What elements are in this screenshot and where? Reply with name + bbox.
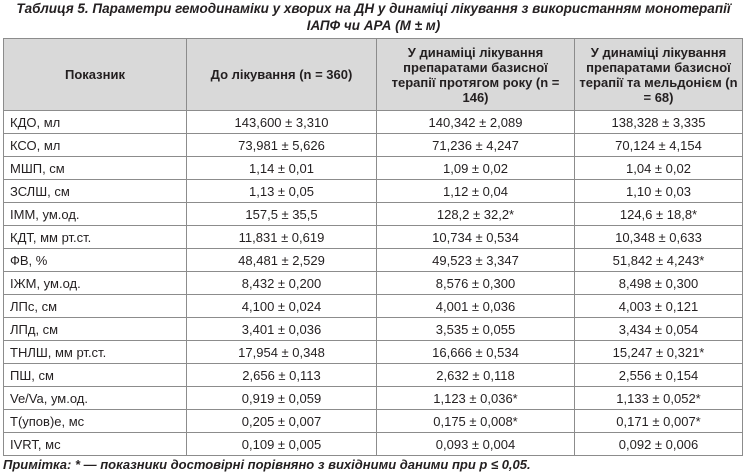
cell-meldonium: 10,348 ± 0,633 (575, 226, 743, 249)
table-footnote: Примітка: * — показники достовірні порівняно з вихідними даними при р ≤ 0,05. (3, 457, 531, 472)
caption-line-2: ІАПФ чи АРА (М ± м) (306, 18, 441, 33)
cell-indicator: ІЖМ, ум.од. (4, 272, 187, 295)
cell-meldonium: 1,10 ± 0,03 (575, 180, 743, 203)
cell-basic: 2,632 ± 0,118 (377, 364, 575, 387)
cell-before: 157,5 ± 35,5 (187, 203, 377, 226)
table-row (4, 226, 743, 249)
cell-indicator: Ve/Va, ум.од. (4, 387, 187, 410)
header-basic-therapy: У динаміці лікування препаратами базисної терапії протягом року (n = 146) (377, 39, 575, 111)
table-row (4, 295, 743, 318)
cell-basic: 0,093 ± 0,004 (377, 433, 575, 456)
cell-meldonium: 4,003 ± 0,121 (575, 295, 743, 318)
cell-meldonium: 138,328 ± 3,335 (575, 111, 743, 134)
table-row (4, 318, 743, 341)
header-before-treatment: До лікування (n = 360) (187, 39, 377, 111)
table-row (4, 410, 743, 433)
table-row (4, 249, 743, 272)
cell-meldonium: 70,124 ± 4,154 (575, 134, 743, 157)
table-body (4, 111, 743, 456)
header-meldonium-therapy: У динаміці лікування препаратами базисної терапії та мельдонієм (n = 68) (575, 39, 743, 111)
cell-basic: 140,342 ± 2,089 (377, 111, 575, 134)
cell-meldonium: 124,6 ± 18,8* (575, 203, 743, 226)
cell-meldonium: 0,171 ± 0,007* (575, 410, 743, 433)
table-row (4, 180, 743, 203)
table-row (4, 364, 743, 387)
cell-meldonium: 1,04 ± 0,02 (575, 157, 743, 180)
cell-before: 1,14 ± 0,01 (187, 157, 377, 180)
cell-indicator: IVRT, мс (4, 433, 187, 456)
cell-before: 73,981 ± 5,626 (187, 134, 377, 157)
table-row (4, 203, 743, 226)
cell-basic: 1,12 ± 0,04 (377, 180, 575, 203)
cell-meldonium: 1,133 ± 0,052* (575, 387, 743, 410)
table-caption (0, 0, 747, 38)
cell-before: 8,432 ± 0,200 (187, 272, 377, 295)
cell-meldonium: 3,434 ± 0,054 (575, 318, 743, 341)
cell-before: 143,600 ± 3,310 (187, 111, 377, 134)
cell-basic: 3,535 ± 0,055 (377, 318, 575, 341)
cell-basic: 4,001 ± 0,036 (377, 295, 575, 318)
cell-basic: 8,576 ± 0,300 (377, 272, 575, 295)
cell-indicator: КДТ, мм рт.ст. (4, 226, 187, 249)
header-indicator: Показник (4, 39, 187, 111)
cell-indicator: ФВ, % (4, 249, 187, 272)
cell-basic: 16,666 ± 0,534 (377, 341, 575, 364)
caption-line-1: Таблиця 5. Параметри гемодинаміки у хворих на ДН у динаміці лікування з використанням монотерапії (16, 1, 731, 16)
cell-indicator: ЗСЛШ, см (4, 180, 187, 203)
cell-indicator: КСО, мл (4, 134, 187, 157)
cell-indicator: ЛПд, см (4, 318, 187, 341)
cell-before: 0,109 ± 0,005 (187, 433, 377, 456)
cell-meldonium: 0,092 ± 0,006 (575, 433, 743, 456)
cell-basic: 1,09 ± 0,02 (377, 157, 575, 180)
cell-before: 17,954 ± 0,348 (187, 341, 377, 364)
table-row (4, 387, 743, 410)
table-row (4, 134, 743, 157)
table-row (4, 272, 743, 295)
cell-basic: 1,123 ± 0,036* (377, 387, 575, 410)
cell-basic: 71,236 ± 4,247 (377, 134, 575, 157)
cell-indicator: ЛПс, см (4, 295, 187, 318)
cell-indicator: ПШ, см (4, 364, 187, 387)
cell-before: 2,656 ± 0,113 (187, 364, 377, 387)
cell-basic: 128,2 ± 32,2* (377, 203, 575, 226)
cell-before: 0,205 ± 0,007 (187, 410, 377, 433)
cell-basic: 10,734 ± 0,534 (377, 226, 575, 249)
cell-basic: 49,523 ± 3,347 (377, 249, 575, 272)
cell-indicator: КДО, мл (4, 111, 187, 134)
cell-before: 1,13 ± 0,05 (187, 180, 377, 203)
table-header-row (4, 39, 743, 111)
cell-before: 4,100 ± 0,024 (187, 295, 377, 318)
cell-before: 11,831 ± 0,619 (187, 226, 377, 249)
cell-before: 3,401 ± 0,036 (187, 318, 377, 341)
table-row (4, 433, 743, 456)
cell-meldonium: 15,247 ± 0,321* (575, 341, 743, 364)
cell-meldonium: 51,842 ± 4,243* (575, 249, 743, 272)
cell-indicator: ТНЛШ, мм рт.ст. (4, 341, 187, 364)
cell-indicator: МШП, см (4, 157, 187, 180)
table-row (4, 341, 743, 364)
cell-meldonium: 2,556 ± 0,154 (575, 364, 743, 387)
table-row (4, 111, 743, 134)
hemodynamics-table (3, 38, 743, 456)
cell-basic: 0,175 ± 0,008* (377, 410, 575, 433)
cell-meldonium: 8,498 ± 0,300 (575, 272, 743, 295)
cell-indicator: ІММ, ум.од. (4, 203, 187, 226)
cell-before: 0,919 ± 0,059 (187, 387, 377, 410)
cell-indicator: T(упов)е, мс (4, 410, 187, 433)
cell-before: 48,481 ± 2,529 (187, 249, 377, 272)
table-row (4, 157, 743, 180)
